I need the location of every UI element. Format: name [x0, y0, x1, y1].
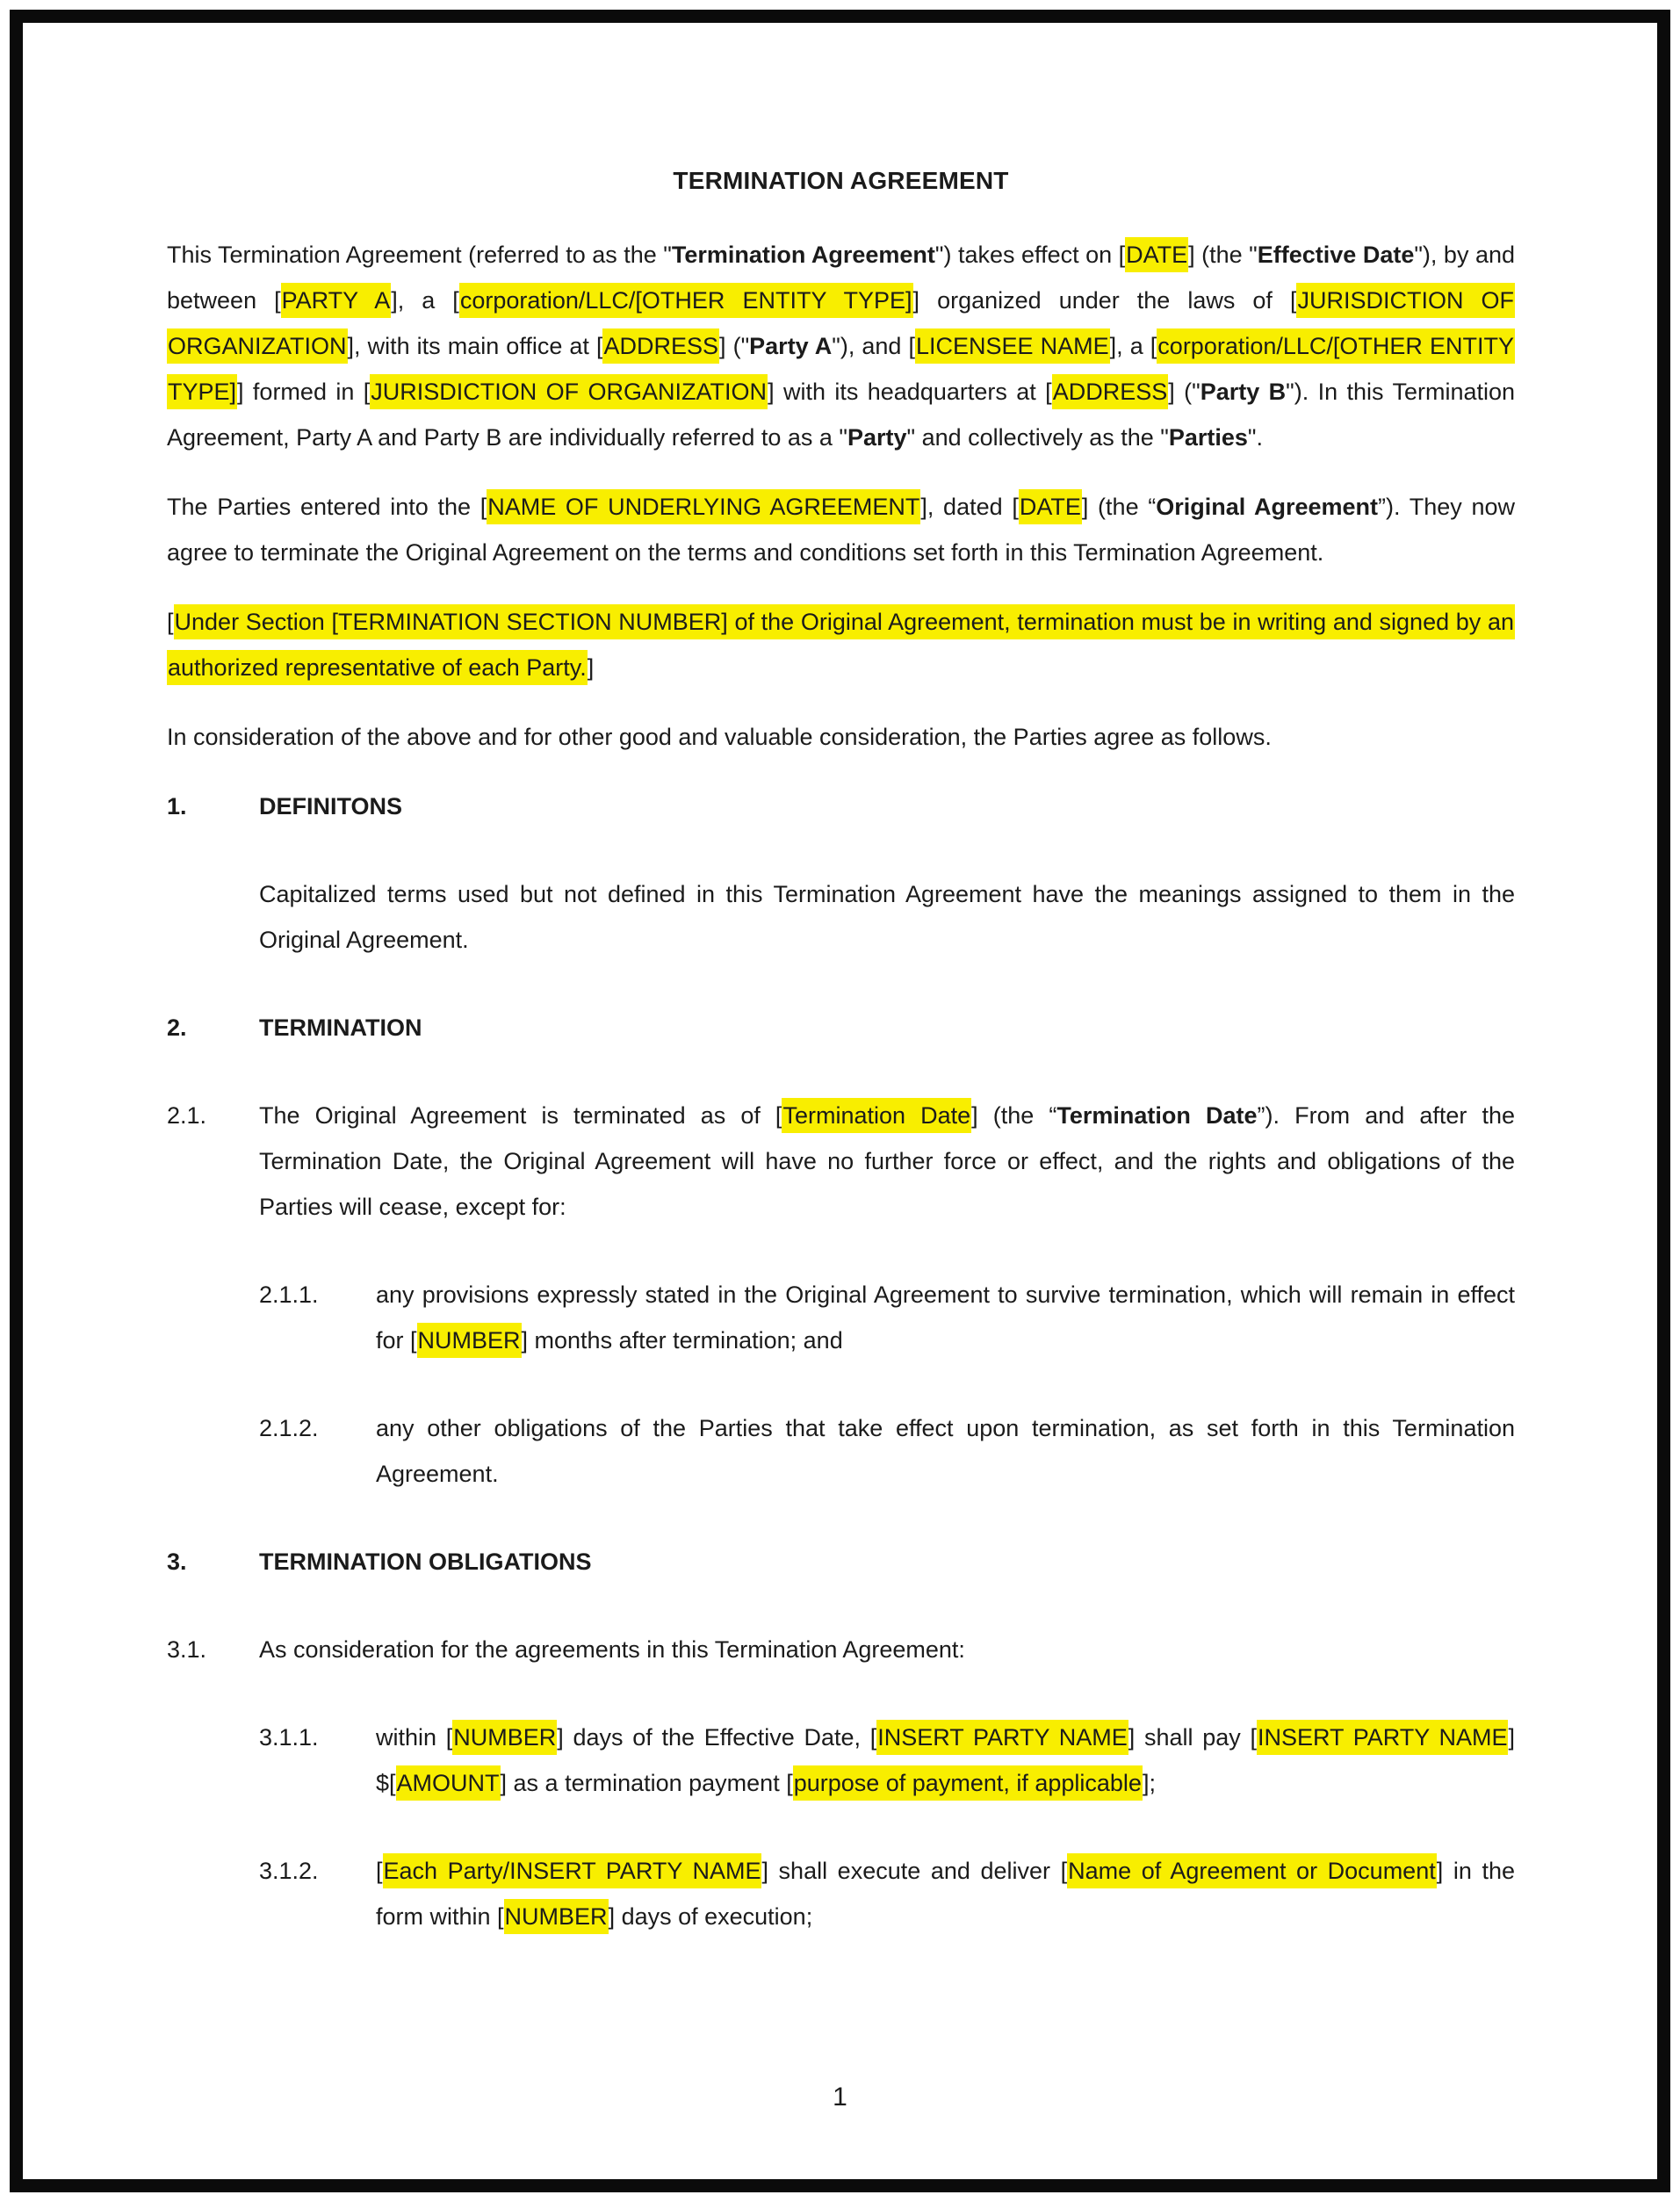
highlighted-placeholder: NUMBER [452, 1720, 557, 1755]
text-run: ] days of the Effective Date, [ [557, 1724, 877, 1751]
highlighted-placeholder: NUMBER [504, 1899, 609, 1934]
highlighted-placeholder: INSERT PARTY NAME [876, 1720, 1128, 1755]
highlighted-placeholder: PARTY A [281, 283, 392, 318]
clause-2-1-1 [167, 1272, 1515, 1363]
highlighted-placeholder: DATE [1125, 237, 1188, 272]
text-run: [ [167, 609, 174, 635]
text-run: ] [587, 654, 595, 681]
text-run: any other obligations of the Parties that take effect upon termination, as set forth in this Termination Agreement. [376, 1415, 1515, 1487]
section-2-heading [167, 1005, 1515, 1050]
section-3-heading [167, 1539, 1515, 1585]
paragraph-text [259, 1539, 1515, 1585]
highlighted-placeholder: DATE [1019, 489, 1082, 524]
paragraph-text [376, 1272, 1515, 1363]
optional-termination-clause [167, 599, 1515, 690]
text-run: Original Agreement [1156, 494, 1379, 520]
text-run: TERMINATION [259, 1014, 422, 1041]
text-run: ]; [1142, 1770, 1156, 1796]
text-run: ], with its main office at [ [347, 333, 603, 359]
section-number: 3.1. [167, 1636, 207, 1663]
text-run: Capitalized terms used but not defined in this Termination Agreement have the meanings assigned to them in the Original Agreement. [259, 881, 1515, 953]
highlighted-placeholder: corporation/LLC/[OTHER ENTITY TYPE] [167, 328, 1515, 409]
text-run: within [ [376, 1724, 453, 1751]
section-1-heading [167, 783, 1515, 829]
text-run: Party B [1200, 379, 1287, 405]
highlighted-placeholder: AMOUNT [396, 1765, 501, 1801]
paragraph-text [167, 714, 1515, 760]
highlighted-placeholder: Termination Date [782, 1098, 971, 1133]
paragraph-text [259, 1627, 1515, 1672]
text-run: ") takes effect on [ [934, 242, 1126, 268]
text-run: As consideration for the agreements in this Termination Agreement: [259, 1636, 965, 1663]
text-run: ], dated [ [920, 494, 1019, 520]
highlighted-placeholder: JURISDICTION OF ORGANIZATION [167, 283, 1515, 364]
text-run: The Parties entered into the [ [167, 494, 487, 520]
text-run: any provisions expressly stated in the Original Agreement to survive termination, which will remain in effect for [ [376, 1281, 1515, 1354]
text-run: ] days of execution; [608, 1903, 813, 1930]
text-run: ] shall execute and deliver [ [761, 1858, 1068, 1884]
highlighted-placeholder: Name of Agreement or Document [1067, 1853, 1437, 1888]
text-run: ], a [ [1109, 333, 1157, 359]
clause-2-1 [167, 1093, 1515, 1230]
text-run: In consideration of the above and for other good and valuable consideration, the Parties agree as follows. [167, 724, 1272, 750]
text-run: ”). From and after the Termination Date, the Original Agreement will have no further force or effect, and the rights and obligations of the Parties will cease, except for: [259, 1102, 1515, 1220]
text-run: The Original Agreement is terminated as of [ [259, 1102, 782, 1129]
paragraph-text [259, 1005, 1515, 1050]
text-run: Termination Agreement [671, 242, 935, 268]
text-run: ] shall pay [ [1128, 1724, 1257, 1751]
section-number: 2.1.1. [259, 1281, 319, 1308]
page-number: 1 [833, 2083, 847, 2112]
text-run: TERMINATION OBLIGATIONS [259, 1549, 592, 1575]
text-run: ] (" [1168, 379, 1201, 405]
consideration-paragraph [167, 714, 1515, 760]
paragraph-text [167, 232, 1515, 460]
text-run: ] as a termination payment [ [500, 1770, 793, 1796]
paragraph-text [376, 1405, 1515, 1497]
section-number: 2. [167, 1014, 187, 1041]
section-number: 3.1.1. [259, 1724, 319, 1751]
text-run: "), and [ [832, 333, 916, 359]
text-run: Termination Date [1056, 1102, 1258, 1129]
paragraph-text [376, 1715, 1515, 1806]
text-run: ] in the form within [ [376, 1858, 1515, 1930]
clause-2-1-2 [167, 1405, 1515, 1497]
highlighted-placeholder: corporation/LLC/[OTHER ENTITY TYPE] [459, 283, 913, 318]
clause-3-1-1 [167, 1715, 1515, 1806]
text-run: ] (the “ [1081, 494, 1157, 520]
text-run: ". [1247, 424, 1264, 451]
text-run: ] with its headquarters at [ [768, 379, 1052, 405]
text-run: ] months after termination; and [521, 1327, 843, 1354]
intro-paragraph-1 [167, 232, 1515, 460]
highlighted-placeholder: INSERT PARTY NAME [1257, 1720, 1509, 1755]
paragraph-text [259, 1093, 1515, 1230]
text-run: ], a [ [391, 287, 459, 314]
paragraph-text [167, 599, 1515, 690]
text-run: Party A [749, 333, 833, 359]
text-run: ] (the " [1188, 242, 1258, 268]
intro-paragraph-2 [167, 484, 1515, 575]
highlighted-placeholder: NAME OF UNDERLYING AGREEMENT [487, 489, 920, 524]
text-run: ”). They now agree to terminate the Original Agreement on the terms and conditions set forth in this Termination Agreement. [167, 494, 1515, 566]
document-page [167, 167, 1515, 1982]
section-number: 3.1.2. [259, 1858, 319, 1884]
text-run: "). In this Termination Agreement, Party A and Party B are individually referred to as a " [167, 379, 1516, 451]
text-run: ] (the “ [971, 1102, 1057, 1129]
highlighted-placeholder: NUMBER [417, 1323, 522, 1358]
section-number: 2.1. [167, 1102, 207, 1129]
document-body [167, 232, 1515, 1939]
clause-3-1 [167, 1627, 1515, 1672]
section-1-body [259, 871, 1515, 963]
section-number: 1. [167, 793, 187, 819]
highlighted-placeholder: purpose of payment, if applicable [793, 1765, 1143, 1801]
section-number: 3. [167, 1549, 187, 1575]
paragraph-text [259, 871, 1515, 963]
text-run: ] $[ [376, 1724, 1515, 1796]
highlighted-placeholder: JURISDICTION OF ORGANIZATION [370, 374, 768, 409]
section-number: 2.1.2. [259, 1415, 319, 1441]
text-run: Parties [1168, 424, 1248, 451]
text-run: [ [376, 1858, 383, 1884]
text-run: ] formed in [ [237, 379, 371, 405]
text-run: ] (" [719, 333, 750, 359]
highlighted-placeholder: ADDRESS [602, 328, 719, 364]
text-run: "), by and between [ [167, 242, 1515, 314]
text-run: " and collectively as the " [906, 424, 1169, 451]
paragraph-text [376, 1848, 1515, 1939]
text-run: This Termination Agreement (referred to as the " [167, 242, 672, 268]
text-run: Effective Date [1257, 242, 1415, 268]
text-run: DEFINITONS [259, 793, 403, 819]
highlighted-placeholder: Each Party/INSERT PARTY NAME [383, 1853, 762, 1888]
document-title: TERMINATION AGREEMENT [673, 167, 1009, 194]
highlighted-placeholder: LICENSEE NAME [915, 328, 1110, 364]
text-run: Party [847, 424, 907, 451]
paragraph-text [259, 783, 1515, 829]
text-run: ] organized under the laws of [ [912, 287, 1297, 314]
clause-3-1-2 [167, 1848, 1515, 1939]
highlighted-placeholder: Under Section [TERMINATION SECTION NUMBER] of the Original Agreement, termination must be in writing and signed by an authorized representative of each Party. [167, 604, 1515, 685]
paragraph-text [167, 484, 1515, 575]
highlighted-placeholder: ADDRESS [1052, 374, 1169, 409]
